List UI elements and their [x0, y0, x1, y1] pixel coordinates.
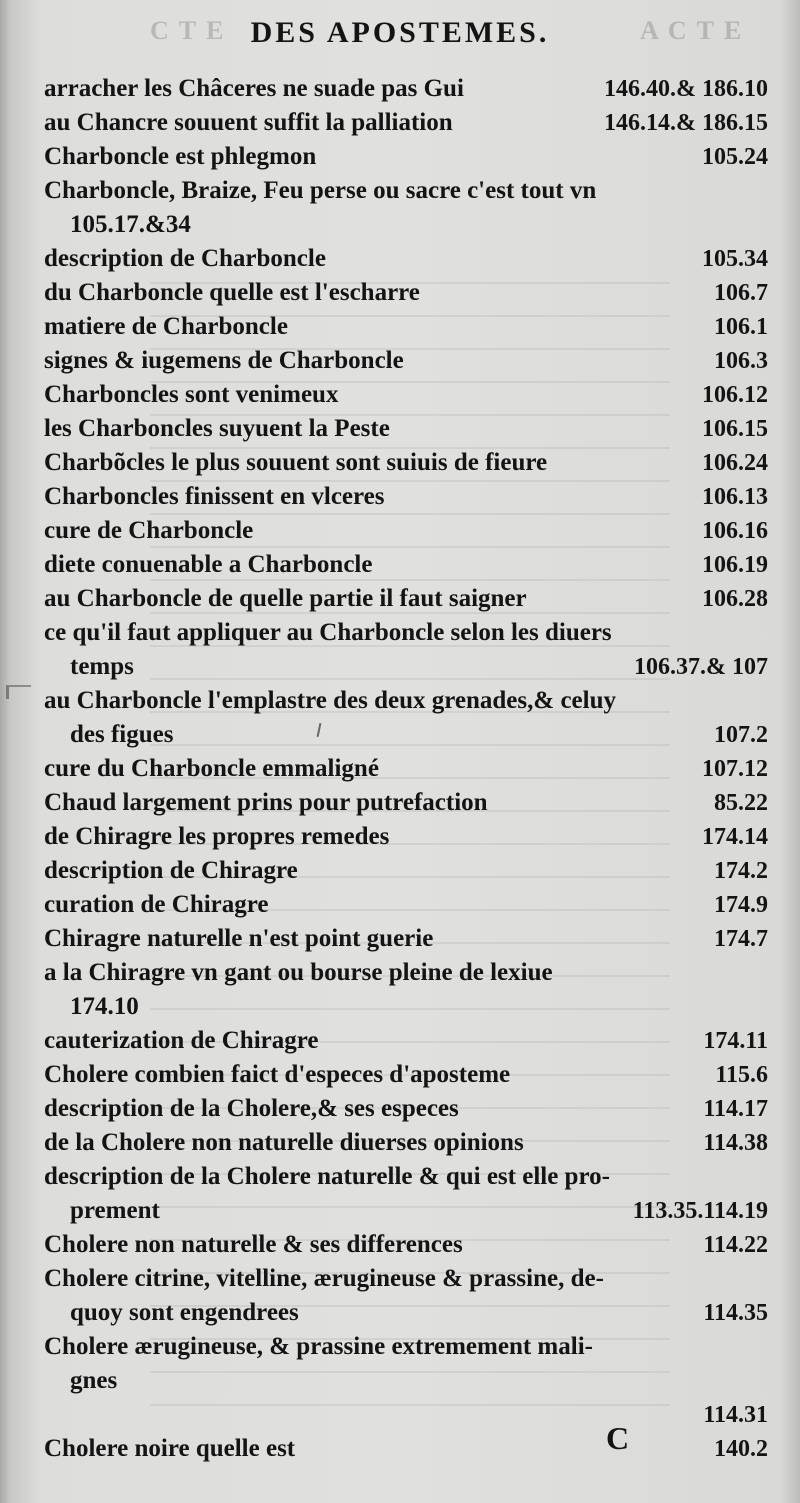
entry-reference: 140.2 — [714, 1436, 768, 1462]
index-entry — [44, 1092, 768, 1126]
entry-text: temps — [70, 653, 134, 680]
index-list — [44, 72, 768, 1466]
running-head-ghost-left: C T E — [150, 16, 226, 45]
entry-text: a la Chiragre vn gant ou bourse pleine de lexiue — [44, 959, 553, 986]
margin-mark — [6, 685, 31, 699]
entry-reference: 106.3 — [714, 348, 768, 374]
index-entry — [44, 412, 768, 446]
index-entry — [44, 616, 768, 650]
index-entry — [44, 820, 768, 854]
index-entry — [44, 242, 768, 276]
entry-reference: 113.35.114.19 — [632, 1198, 768, 1224]
index-entry — [44, 276, 768, 310]
entry-reference: 106.16 — [702, 518, 768, 544]
index-entry — [44, 684, 768, 718]
entry-text: prement — [70, 1197, 160, 1224]
entry-text: au Charboncle de quelle partie il faut saigner — [44, 585, 527, 612]
index-entry — [44, 990, 768, 1024]
index-entry — [44, 786, 768, 820]
entry-text: cauterization de Chiragre — [44, 1027, 319, 1054]
entry-text: Chaud largement prins pour putrefaction — [44, 789, 488, 816]
entry-text: au Chancre souuent suffit la palliation — [44, 109, 453, 136]
entry-text: description de la Cholere naturelle & qui est elle pro- — [44, 1163, 610, 1190]
entry-text: Cholere noire quelle est — [44, 1435, 296, 1462]
entry-reference: 85.22 — [714, 790, 768, 816]
index-entry — [44, 1330, 768, 1364]
entry-text: diete conuenable a Charboncle — [44, 551, 373, 578]
entry-reference: 106.19 — [702, 552, 768, 578]
entry-reference: 106.28 — [702, 586, 768, 612]
entry-text: du Charboncle quelle est l'escharre — [44, 279, 420, 306]
index-entry — [44, 650, 768, 684]
running-head-ghost-right: A C T E — [640, 16, 744, 45]
entry-reference: 174.14 — [702, 824, 768, 850]
index-entry — [44, 208, 768, 242]
index-entry — [44, 480, 768, 514]
index-entry — [44, 888, 768, 922]
entry-reference: 106.15 — [702, 416, 768, 442]
entry-reference: 114.35 — [703, 1300, 768, 1326]
entry-text: ce qu'il faut appliquer au Charboncle selon les diuers — [44, 619, 612, 646]
index-entry — [44, 1398, 768, 1432]
index-entry — [44, 1364, 768, 1398]
entry-reference: 106.1 — [714, 314, 768, 340]
running-head — [0, 16, 800, 50]
entry-reference: 106.12 — [702, 382, 768, 408]
entry-reference: 107.2 — [714, 722, 768, 748]
entry-text: description de Chiragre — [44, 857, 298, 884]
entry-text: Charboncle est phlegmon — [44, 143, 317, 170]
signature-mark: C — [606, 1420, 630, 1456]
entry-text: Charboncles sont venimeux — [44, 381, 339, 408]
entry-reference: 115.6 — [715, 1062, 768, 1088]
entry-text: Charbõcles le plus souuent sont suiuis de fieure — [44, 449, 548, 476]
index-entry — [44, 378, 768, 412]
entry-reference: 114.17 — [703, 1096, 768, 1122]
entry-text: de la Cholere non naturelle diuerses opinions — [44, 1129, 524, 1156]
entry-reference: 106.37.& 107 — [634, 654, 768, 680]
index-entry — [44, 310, 768, 344]
entry-text: arracher les Châceres ne suade pas Gui — [44, 75, 464, 102]
index-entry — [44, 1432, 768, 1466]
entry-text: Charboncle, Braize, Feu perse ou sacre c'est tout vn — [44, 177, 597, 204]
entry-reference: 174.7 — [714, 926, 768, 952]
entry-text: 174.10 — [70, 993, 139, 1020]
index-entry — [44, 854, 768, 888]
entry-text: Cholere combien faict d'especes d'aposteme — [44, 1061, 511, 1088]
index-entry — [44, 752, 768, 786]
entry-text: cure du Charboncle emmaligné — [44, 755, 379, 782]
entry-text: matiere de Charboncle — [44, 313, 288, 340]
entry-text: signes & iugemens de Charboncle — [44, 347, 404, 374]
index-entry — [44, 956, 768, 990]
entry-reference: 114.22 — [703, 1232, 768, 1258]
page-title: DES APOSTEMES. — [250, 16, 550, 49]
entry-text: curation de Chiragre — [44, 891, 269, 918]
entry-text: Chiragre naturelle n'est point guerie — [44, 925, 434, 952]
entry-text: Cholere citrine, vitelline, ærugineuse & prassine, de- — [44, 1265, 604, 1292]
index-entry — [44, 514, 768, 548]
index-entry — [44, 1126, 768, 1160]
entry-text: Charboncles finissent en vlceres — [44, 483, 385, 510]
index-entry — [44, 1058, 768, 1092]
entry-reference: 174.2 — [714, 858, 768, 884]
index-entry — [44, 174, 768, 208]
index-entry — [44, 718, 768, 752]
index-entry — [44, 106, 768, 140]
entry-text: description de la Cholere,& ses especes — [44, 1095, 459, 1122]
index-entry — [44, 446, 768, 480]
index-entry — [44, 1160, 768, 1194]
index-entry — [44, 1296, 768, 1330]
entry-reference: 106.13 — [702, 484, 768, 510]
index-entry — [44, 548, 768, 582]
entry-reference: 105.34 — [702, 246, 768, 272]
entry-reference: 114.31 — [703, 1402, 768, 1428]
entry-reference: 105.24 — [702, 144, 768, 170]
entry-text: Cholere ærugineuse, & prassine extremement mali- — [44, 1333, 593, 1360]
index-entry — [44, 344, 768, 378]
index-entry — [44, 1024, 768, 1058]
entry-text: des figues — [70, 721, 174, 748]
entry-reference: 146.40.& 186.10 — [604, 76, 768, 102]
entry-reference: 114.38 — [703, 1130, 768, 1156]
index-entry — [44, 922, 768, 956]
index-entry — [44, 72, 768, 106]
entry-text: de Chiragre les propres remedes — [44, 823, 390, 850]
entry-reference: 107.12 — [702, 756, 768, 782]
index-entry — [44, 140, 768, 174]
index-entry — [44, 1194, 768, 1228]
entry-text: 105.17.&34 — [70, 211, 191, 238]
entry-text: quoy sont engendrees — [70, 1299, 299, 1326]
index-entry — [44, 582, 768, 616]
index-entry — [44, 1228, 768, 1262]
entry-reference: 146.14.& 186.15 — [604, 110, 768, 136]
entry-reference: 106.7 — [714, 280, 768, 306]
entry-reference: 106.24 — [702, 450, 768, 476]
entry-text: les Charboncles suyuent la Peste — [44, 415, 390, 442]
entry-reference: 174.9 — [714, 892, 768, 918]
entry-text: Cholere non naturelle & ses differences — [44, 1231, 463, 1258]
entry-reference: 174.11 — [703, 1028, 768, 1054]
entry-text: gnes — [70, 1367, 118, 1394]
entry-text: cure de Charboncle — [44, 517, 254, 544]
entry-text: au Charboncle l'emplastre des deux grenades,& celuy — [44, 687, 616, 714]
index-entry — [44, 1262, 768, 1296]
entry-text: description de Charboncle — [44, 245, 326, 272]
